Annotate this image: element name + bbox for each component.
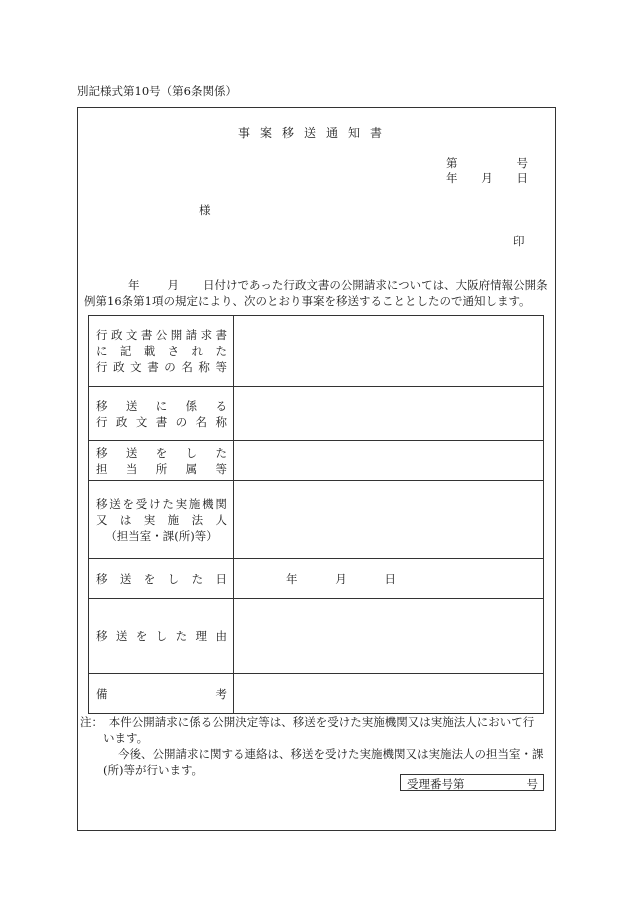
label-line: 備 考 xyxy=(96,686,227,701)
row-remarks-label xyxy=(89,674,234,714)
table-row xyxy=(89,674,544,714)
row-remarks-value[interactable] xyxy=(234,674,544,714)
transfer-date-year: 年 xyxy=(286,571,298,586)
receipt-number-label: 受理番号第 xyxy=(407,777,465,791)
seal-mark: 印 xyxy=(513,234,525,248)
row-transferred-document-label xyxy=(89,387,234,441)
row-transfer-reason-label xyxy=(89,599,234,674)
row-transferring-dept-label xyxy=(89,441,234,481)
label-line: 移 送 を 受 け た 実 施 機 関 xyxy=(96,496,227,511)
body-line-1 xyxy=(128,277,548,293)
label-line: 移 送 に 係 る xyxy=(96,398,227,413)
table-row xyxy=(89,387,544,441)
document-number-line xyxy=(446,155,528,171)
body-day-text: 日付けであった行政文書の公開請求については、大阪府情報公開条 xyxy=(203,278,548,292)
label-line: 行 政 文 書 の 名 称 等 xyxy=(96,360,227,374)
table-row xyxy=(89,559,544,599)
label-line: 又 は 実 施 法 人 xyxy=(96,512,227,527)
date-day: 日 xyxy=(516,171,528,185)
row-transfer-date-label xyxy=(89,559,234,599)
label-line: 担 当 所 属 等 xyxy=(96,461,227,476)
date-month: 月 xyxy=(481,171,493,185)
document-title: 事案移送通知書 xyxy=(237,126,392,140)
addressee-suffix: 様 xyxy=(199,203,211,217)
label-line: 移 送 を し た 理 由 xyxy=(96,629,227,643)
row-document-name-value[interactable] xyxy=(234,316,544,387)
document-date-line xyxy=(446,170,528,186)
note-line-1a: 注： 本件公開請求に係る公開決定等は、移送を受けた実施機関又は実施法人において行 xyxy=(80,715,535,729)
transfer-date-month: 月 xyxy=(335,571,347,586)
label-line: 行 政 文 書 公 開 請 求 書 xyxy=(96,328,227,342)
form-label: 別記様式第10号（第6条関係） xyxy=(77,84,237,98)
table-row xyxy=(89,481,544,559)
label-line: に 記 載 さ れ た xyxy=(96,344,227,358)
note-line-1b: います。 xyxy=(103,731,149,745)
date-year: 年 xyxy=(446,171,458,185)
table-row xyxy=(89,599,544,674)
row-receiving-agency-value[interactable] xyxy=(234,481,544,559)
label-line: （担当室・課(所)等） xyxy=(105,528,218,543)
note-line-2b: (所)等が行います。 xyxy=(103,763,204,777)
body-year: 年 xyxy=(128,278,140,292)
row-transferred-document-value[interactable] xyxy=(234,387,544,441)
row-document-name-label xyxy=(89,316,234,387)
note-line-2a: 今後、公開請求に関する連絡は、移送を受けた実施機関又は実施法人の担当室・課 xyxy=(118,747,544,761)
transfer-date-day: 日 xyxy=(384,571,396,586)
label-line: 行 政 文 書 の 名 称 xyxy=(96,414,227,429)
table-row xyxy=(89,441,544,481)
body-month: 月 xyxy=(167,278,179,292)
row-transfer-date-value[interactable] xyxy=(234,559,544,599)
label-line: 移 送 を し た 日 xyxy=(96,571,227,586)
label-line: 移 送 を し た xyxy=(96,445,227,460)
receipt-number-box[interactable] xyxy=(400,774,544,791)
receipt-number-suffix: 号 xyxy=(526,777,538,791)
number-prefix: 第 xyxy=(446,156,458,170)
body-line-2: 例第16条第1項の規定により、次のとおり事案を移送することとしたので通知します。 xyxy=(84,294,531,308)
row-receiving-agency-label xyxy=(89,481,234,559)
table-row xyxy=(89,316,544,387)
row-transferring-dept-value[interactable] xyxy=(234,441,544,481)
row-transfer-reason-value[interactable] xyxy=(234,599,544,674)
number-suffix: 号 xyxy=(516,156,528,170)
transfer-info-table xyxy=(88,315,544,714)
